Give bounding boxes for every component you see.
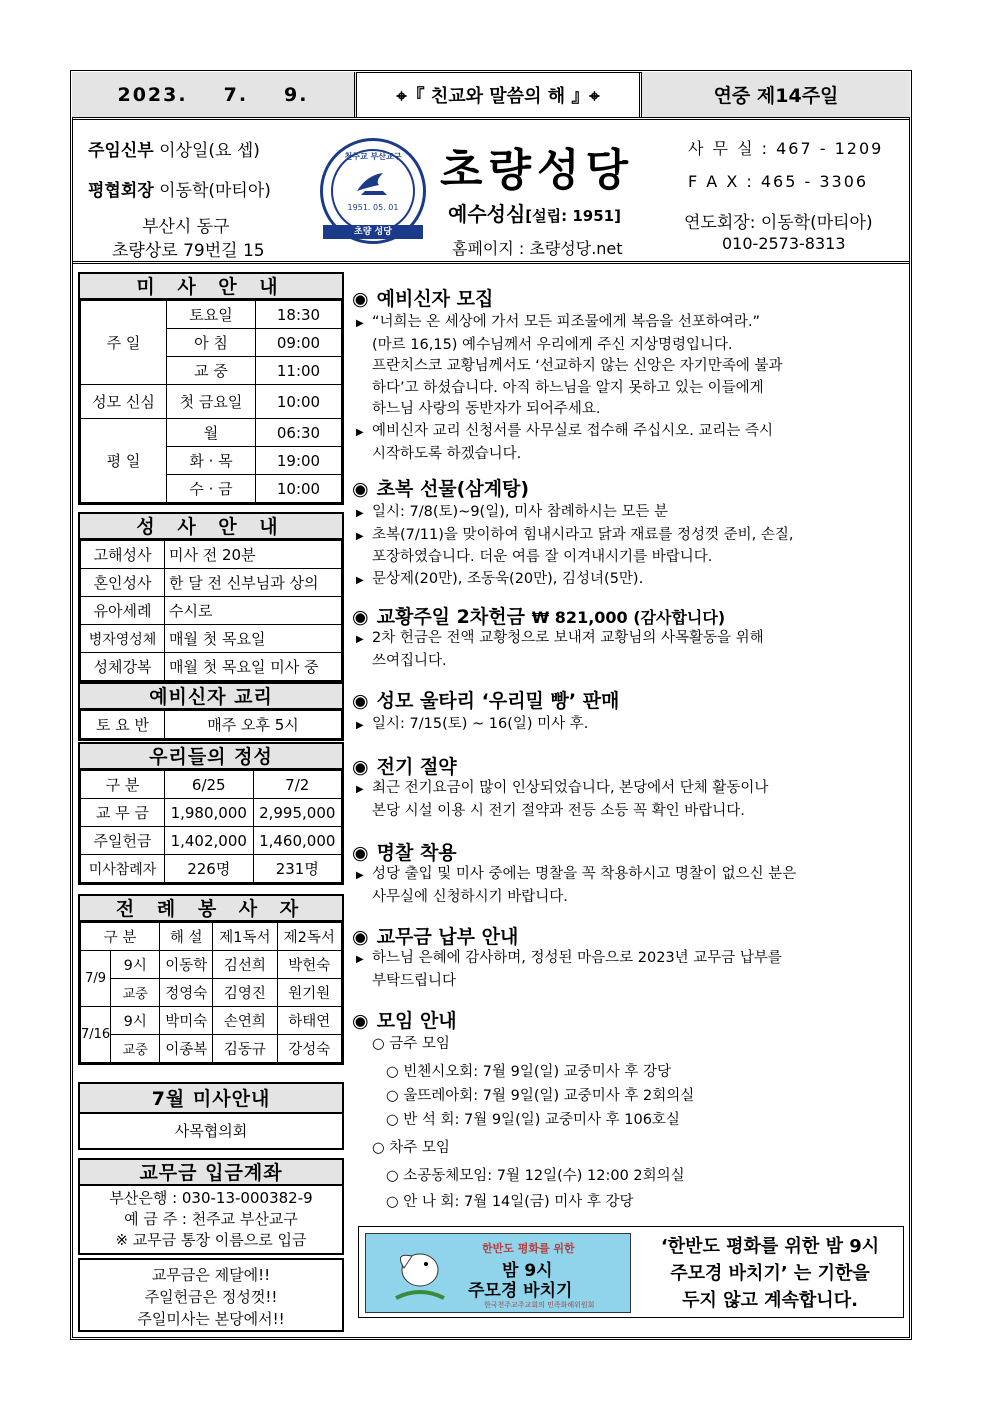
notice-dues: ◉ 교무금 납부 안내 xyxy=(352,926,519,948)
peace-prayer-text: ‘한반도 평화를 위한 밤 9시 주모경 바치기’ 는 기한을 두지 않고 계속합니다. xyxy=(660,1236,880,1311)
council-president: 평협회장 이동학(마티아) xyxy=(88,181,271,201)
notice-chobok-body: ▶ 일시: 7/8(토)~9(일), 미사 참례하시는 모든 분 ▶ 초복(7/11)을 맞이하여 힘내시라고 닭과 재료를 정성껏 준비, 손질, 포장하였습니다. 더운 여름 잘 이겨내시기를 바랍니다. ▶ 문상제(20만), 조동욱(20만), 김성녀(5만). xyxy=(356,504,794,587)
bulletin-date: 2023. 7. 9. xyxy=(72,72,357,117)
notice-dues-body: ▶ 하느님 은혜에 감사하며, 정성된 마음으로 2023년 교무금 납부를 부탁드립니다 xyxy=(356,950,782,989)
notice-bread-sale: ◉ 성모 울타리 ‘우리밀 빵’ 판매 xyxy=(352,690,620,712)
next-week-label: ○ 차주 모임 xyxy=(372,1140,450,1156)
youth-president-phone: 010-2573-8313 xyxy=(722,234,846,253)
notice-catechumen: ◉ 예비신자 모집 xyxy=(352,288,494,310)
dove-icon xyxy=(353,167,393,201)
this-week-label: ○ 금주 모임 xyxy=(372,1036,450,1052)
notice-meetings: ◉ 모임 안내 xyxy=(352,1010,457,1032)
sacraments-box: 성 사 안 내 고해성사 미사 전 20분 혼인성사 한 달 전 신부님과 상의 유아세례 수시로 병자영성체 매월 첫 목요일 성체강복 매월 첫 목요일 미사 중 xyxy=(78,512,344,683)
july-mass-box: 7월 미사안내 사목협의회 xyxy=(78,1082,344,1150)
meeting-item: ○ 반 석 회: 7월 9일(일) 교중미사 후 106호실 xyxy=(386,1112,680,1128)
fax-number: F A X : 465 - 3306 xyxy=(688,172,869,191)
notice-pope-sunday: ◉ 교황주일 2차헌금 ₩ 821,000 (감사합니다) xyxy=(352,606,726,628)
meeting-item: ○ 소공동체모임: 7월 12일(수) 12:00 2회의실 xyxy=(386,1168,685,1184)
address-line-2: 초량상로 79번길 15 xyxy=(112,241,265,261)
account-box: 교무금 입금계좌 부산은행 : 030-13-000382-9 예 금 주 : 천주교 부산교구 ※ 교무금 통장 이름으로 입금 xyxy=(78,1158,344,1255)
mass-schedule-title: 미 사 안 내 xyxy=(78,272,344,300)
meeting-item: ○ 빈첸시오회: 7월 9일(일) 교중미사 후 강당 xyxy=(386,1064,672,1080)
peace-prayer-banner: 한반도 평화를 위한 밤 9시 주모경 바치기 한국천주교주교회의 민족화해위원회 xyxy=(365,1233,631,1313)
catechumen-box: 예비신자 교리 토 요 반 매주 오후 5시 xyxy=(78,682,344,741)
meeting-item: ○ 안 나 회: 7월 14일(금) 미사 후 강당 xyxy=(386,1194,634,1210)
mass-schedule: 미 사 안 내 주 일 토요일 18:30 아 침 09:00 교 중 11:00 성모 신심 첫 금요일 10:00 평 일 월 06:30 화 · 목 19:00 수 · 금 10:00 xyxy=(78,272,344,505)
meeting-item: ○ 울뜨레아회: 7월 9일(일) 교중미사 후 2회의실 xyxy=(386,1088,695,1104)
notice-nametag-body: ▶ 성당 출입 및 미사 중에는 명찰을 꼭 착용하시고 명찰이 없으신 분은 사무실에 신청하시기 바랍니다. xyxy=(356,866,797,905)
peace-prayer-box xyxy=(358,1226,904,1318)
ministers-box: 전 례 봉 사 자 구 분 해 설 제1독서 제2독서 7/9 9시 이동학 김선희 박헌숙 교중 정영숙 김영진 원기원 7/16 9시 박미숙 손연희 하태연 교중 이종복 김동규 강성숙 xyxy=(78,894,344,1065)
parish-name: 초량성당 xyxy=(440,145,635,196)
notice-chobok: ◉ 초복 선물(삼계탕) xyxy=(352,478,530,500)
bulletin-header xyxy=(72,72,910,120)
parish-patron: 예수성심[설립: 1951] xyxy=(448,202,621,226)
pastor: 주임신부 이상일(요 셉) xyxy=(88,141,260,161)
office-phone: 사 무 실 : 467 - 1209 xyxy=(688,139,884,158)
notice-bread-sale-body: ▶ 일시: 7/15(토) ~ 16(일) 미사 후. xyxy=(356,716,589,732)
liturgical-week: 연중 제14주일 xyxy=(642,72,910,117)
slogan-box: 교무금은 제달에!! 주일헌금은 정성껏!! 주일미사는 본당에서!! xyxy=(78,1258,344,1332)
parish-info xyxy=(72,124,910,264)
parish-seal-logo: 천주교 부산교구 1951. 05. 01 초량 성당 xyxy=(320,138,426,244)
notice-pope-sunday-body: ▶ 2차 헌금은 전액 교황청으로 보내져 교황님의 사목활동을 위해 쓰여집니다. xyxy=(356,630,764,669)
notice-nametag: ◉ 명찰 착용 xyxy=(352,842,457,864)
dove-icon xyxy=(390,1242,450,1306)
offering-box: 우리들의 정성 구 분 6/25 7/2 교 무 금 1,980,000 2,995,000 주일헌금 1,402,000 1,460,000 미사참례자 226명 231명 xyxy=(78,742,344,885)
homepage: 홈페이지 : 초량성당.net xyxy=(452,239,623,258)
notice-electricity-body: ▶ 최근 전기요금이 많이 인상되었습니다, 본당에서 단체 활동이나 본당 시설 이용 시 전기 절약과 전등 소등 꼭 확인 바랍니다. xyxy=(356,780,769,819)
notice-catechumen-body: ▶ “너희는 온 세상에 가서 모든 피조물에게 복음을 선포하여라.” (마르 16,15) 예수님께서 우리에게 주신 지상명령입니다. 프란치스코 교황님께서도 ‘선교하지 않는 신앙은 자기만족에 불과 하다’고 하셨습니다. 아직 하느님을 알지 못하고 있는 이들에게 하느님 사랑의 동반자가 되어주세요. ▶ 예비신자 교리 신청서를 사무실로 접수해 주십시오. 교리는 즉시 시작하도록 하겠습니다. xyxy=(356,314,783,462)
year-theme: ⌖『 친교와 말씀의 해 』⌖ xyxy=(357,72,642,117)
notice-electricity: ◉ 전기 절약 xyxy=(352,756,457,778)
youth-president: 연도회장: 이동학(마티아) xyxy=(684,213,873,233)
address-line-1: 부산시 동구 xyxy=(142,217,230,237)
